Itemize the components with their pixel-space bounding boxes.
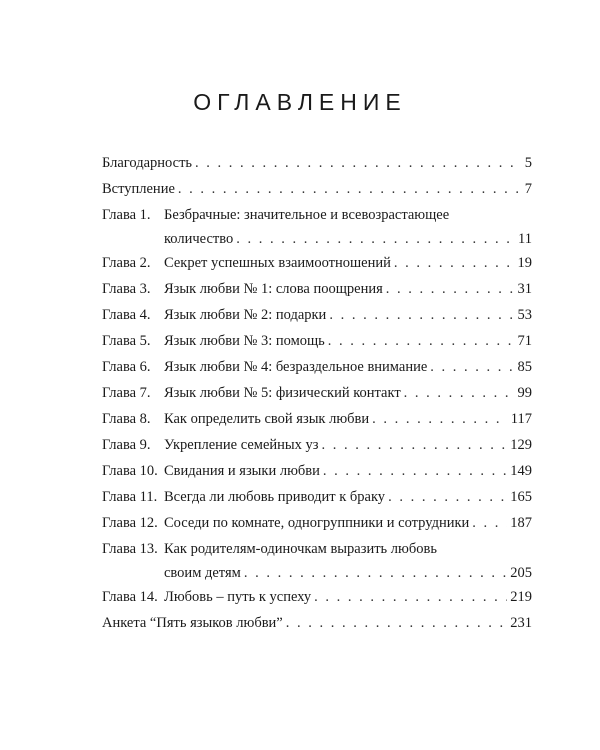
page-number: 219 [510,589,532,605]
entry-title: Как родителям-одиночкам выразить любовь [164,541,437,557]
dot-leader [236,228,515,250]
entry-title: Укрепление семейных уз [164,437,319,453]
page-number: 7 [524,181,532,197]
page-number: 19 [517,255,532,271]
entry-title: Безбрачные: значительное и всевозрастающее [164,207,450,223]
page-number: 117 [510,411,532,427]
page-number: 129 [510,437,532,453]
entry-title: Язык любви № 1: слова поощрения [164,281,383,297]
chapter-label: Глава 12. [102,515,158,531]
entry-title: Любовь – путь к успеху [164,589,312,605]
page-number: 71 [517,333,532,349]
entry-title: Как определить свой язык любви [164,411,370,427]
entry-title: Анкета “Пять языков любви” [102,615,283,631]
page-number: 231 [510,615,532,631]
page-number: 205 [510,565,532,581]
dot-leader [372,406,508,432]
dot-leader [178,176,522,202]
toc-entry [102,458,532,484]
dot-leader [430,354,514,380]
entry-title: Язык любви № 3: помощь [164,333,325,349]
entry-title: Секрет успешных взаимоотношений [164,255,391,271]
chapter-label: Глава 3. [102,281,151,297]
dot-leader [394,250,515,276]
toc-entry [102,328,532,354]
dot-leader [388,484,507,510]
dot-leader [323,458,507,484]
entry-title: Вступление [102,181,175,197]
toc-entry [102,484,532,510]
dot-leader [244,562,507,584]
toc-entry [102,176,532,202]
dot-leader [314,584,507,610]
chapter-label: Глава 11. [102,489,158,505]
page-number: 99 [517,385,532,401]
chapter-label: Глава 4. [102,307,151,323]
dot-leader [329,302,514,328]
chapter-label: Глава 5. [102,333,151,349]
dot-leader [386,276,515,302]
toc-entry [102,276,532,302]
entry-title: Соседи по комнате, одногруппники и сотрудники [164,515,470,531]
dot-leader [286,610,508,636]
entry-title-continued: своим детям [164,565,241,581]
toc-entry [102,302,532,328]
entry-title: Язык любви № 4: безраздельное внимание [164,359,428,375]
toc-entry [102,610,532,636]
toc-entry [102,354,532,380]
toc-entry [102,380,532,406]
chapter-label: Глава 6. [102,359,151,375]
chapter-label: Глава 8. [102,411,151,427]
dot-leader [195,150,522,176]
chapter-label: Глава 1. [102,207,151,223]
entry-title: Язык любви № 2: подарки [164,307,327,323]
chapter-label: Глава 10. [102,463,158,479]
page-number: 165 [510,489,532,505]
chapter-label: Глава 13. [102,541,158,557]
toc-entry [102,406,532,432]
dot-leader [472,510,507,536]
chapter-label: Глава 9. [102,437,151,453]
toc-entry [102,536,532,584]
table-of-contents [102,150,532,636]
toc-entry [102,432,532,458]
entry-title-continued: количество [164,231,234,247]
page-number: 187 [510,515,532,531]
chapter-label: Глава 7. [102,385,151,401]
toc-entry [102,584,532,610]
toc-entry [102,202,532,250]
page-number: 149 [510,463,532,479]
dot-leader [404,380,515,406]
toc-entry [102,150,532,176]
page-number: 31 [517,281,532,297]
toc-entry [102,510,532,536]
page-number: 11 [518,231,532,247]
page-number: 85 [517,359,532,375]
page-title: ОГЛАВЛЕНИЕ [193,89,407,116]
page-number: 53 [517,307,532,323]
chapter-label: Глава 14. [102,589,158,605]
dot-leader [328,328,515,354]
entry-title: Свидания и языки любви [164,463,320,479]
entry-title: Всегда ли любовь приводит к браку [164,489,386,505]
page-number: 5 [524,155,532,171]
toc-entry [102,250,532,276]
chapter-label: Глава 2. [102,255,151,271]
entry-title: Благодарность [102,155,193,171]
dot-leader [322,432,508,458]
entry-title: Язык любви № 5: физический контакт [164,385,401,401]
